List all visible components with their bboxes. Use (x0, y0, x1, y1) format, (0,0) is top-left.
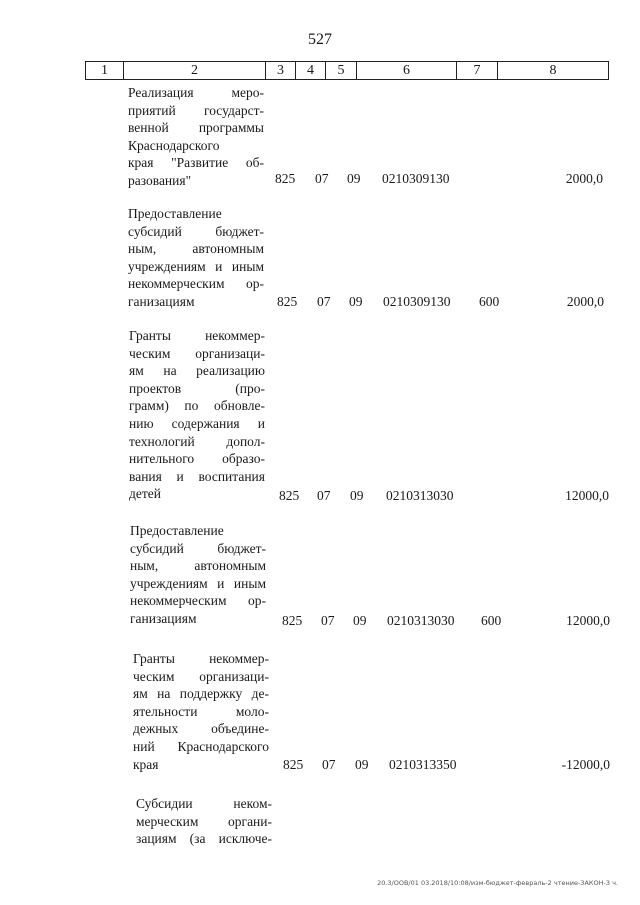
row-code-6: 0210313350 (389, 757, 457, 772)
row-code-3: 825 (275, 171, 296, 186)
row-code-5: 09 (350, 488, 364, 503)
row-code-5: 09 (355, 757, 369, 772)
page-number: 527 (308, 31, 332, 48)
document-footer: 20.3/ООВ/01 03.2018/10:08/изм-бюджет-февраль-2 чтение-ЗАКОН-3 ч. (377, 879, 618, 887)
row-description: Субсидии неком- мерческим органи- зациям (за исключе- (136, 796, 272, 847)
row-code-7: 600 (479, 294, 500, 309)
row-code-5: 09 (347, 171, 361, 186)
row-code-4: 07 (322, 757, 336, 772)
header-col-8: 8 (497, 62, 608, 79)
row-description: Гранты некоммер- ческим организаци- ям на реализацию проектов (про- грамм) по обновле- нию содержания и технологий допол- нительного образо- вания и воспитания детей (129, 328, 265, 502)
row-code-3: 825 (277, 294, 298, 309)
row-code-3: 825 (282, 613, 303, 628)
header-col-6: 6 (356, 62, 456, 79)
header-col-5: 5 (325, 62, 356, 79)
row-amount: 2000,0 (565, 171, 603, 186)
row-description: Предоставление субсидий бюджет- ным, автономным учреждениям и иным некоммерческим ор- ганизациям (128, 206, 264, 309)
header-col-7: 7 (456, 62, 497, 79)
row-code-3: 825 (279, 488, 300, 503)
header-col-2: 2 (123, 62, 265, 79)
row-amount: -12000,0 (561, 757, 610, 772)
row-code-6: 0210313030 (386, 488, 454, 503)
row-code-6: 0210309130 (382, 171, 450, 186)
row-code-5: 09 (353, 613, 367, 628)
row-code-4: 07 (321, 613, 335, 628)
row-code-4: 07 (317, 294, 331, 309)
table-header (85, 61, 609, 80)
row-code-7: 600 (481, 613, 502, 628)
row-code-6: 0210313030 (387, 613, 455, 628)
row-code-6: 0210309130 (383, 294, 451, 309)
row-amount: 12000,0 (565, 488, 609, 503)
row-description: Предоставление субсидий бюджет- ным, автономным учреждениям и иным некоммерческим ор- ганизациям (130, 523, 266, 626)
header-col-1: 1 (101, 63, 108, 78)
row-amount: 2000,0 (566, 294, 604, 309)
row-code-4: 07 (315, 171, 329, 186)
row-description: Реализация меро- приятий государст- венной программы Краснодарского края "Развитие об- разования" (128, 85, 264, 188)
header-col-3: 3 (265, 62, 295, 79)
row-amount: 12000,0 (566, 613, 610, 628)
row-description: Гранты некоммер- ческим организаци- ям на поддержку де- ятельности моло- дежных объедине- ний Краснодарского края (133, 651, 269, 772)
header-col-4: 4 (295, 62, 325, 79)
row-code-5: 09 (349, 294, 363, 309)
row-code-3: 825 (283, 757, 304, 772)
row-code-4: 07 (317, 488, 331, 503)
